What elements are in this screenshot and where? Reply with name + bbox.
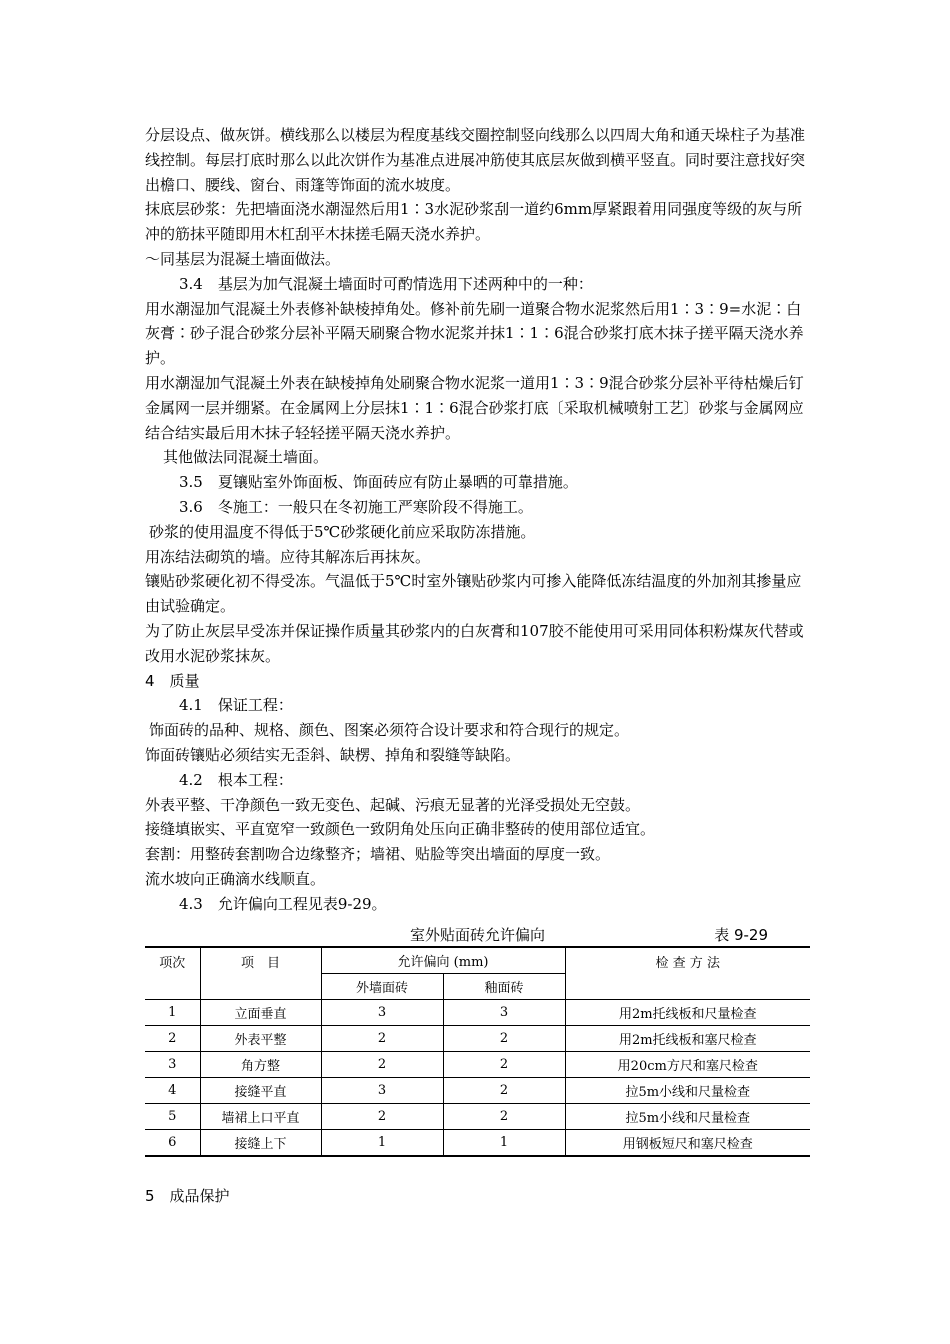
table-cell: 外表平整	[200, 1026, 321, 1052]
paragraph: 抹底层砂浆：先把墙面浇水潮湿然后用1∶3水泥砂浆刮一道约6mm厚紧跟着用同强度等级的灰与所冲的筋抹平随即用木杠刮平木抹搓毛隔天浇水养护。	[145, 200, 803, 244]
subsection-heading: 3.4 基层为加气混凝土墙面时可酌情选用下述两种中的一种：	[179, 274, 593, 293]
table-title: 室外贴面砖允许偏向	[409, 926, 545, 944]
table-cell: 2	[443, 1052, 565, 1078]
subsection-heading: 4.3 允许偏向工程见表9-29。	[179, 894, 387, 913]
table-cell: 角方整	[200, 1052, 321, 1078]
table-cell: 2	[321, 1052, 443, 1078]
header-glazed-tile: 釉面砖	[443, 974, 565, 1000]
table-cell: 1	[443, 1130, 565, 1157]
table-cell: 2	[443, 1026, 565, 1052]
section-heading: 4 质量	[145, 671, 200, 690]
paragraph: 套割：用整砖套割吻合边缘整齐；墙裙、贴脸等突出墙面的厚度一致。	[145, 845, 611, 864]
table-row	[145, 1052, 810, 1078]
paragraph: 为了防止灰层早受冻并保证操作质量其砂浆内的白灰膏和107胶不能使用可采用同体积粉煤灰代替或改用水泥砂浆抹灰。	[145, 621, 804, 665]
table-cell: 3	[321, 1000, 443, 1026]
table-row	[145, 1000, 810, 1026]
paragraph: 接缝填嵌实、平直宽窄一致颜色一致阴角处压向正确非整砖的使用部位适宜。	[145, 820, 656, 839]
deviation-table	[145, 946, 810, 1157]
table-cell: 2	[145, 1026, 200, 1052]
subsection-heading: 3.5 夏镶贴室外饰面板、饰面砖应有防止暴晒的可靠措施。	[179, 473, 578, 492]
table-header-row	[145, 947, 810, 974]
header-item: 项 目	[200, 947, 321, 1000]
paragraph: 镶贴砂浆硬化初不得受冻。气温低于5℃时室外镶贴砂浆内可掺入能降低冻结温度的外加剂其掺量应由试验确定。	[145, 572, 802, 616]
table-cell: 5	[145, 1104, 200, 1130]
table-row	[145, 1078, 810, 1104]
table-cell: 立面垂直	[200, 1000, 321, 1026]
table-cell: 3	[321, 1078, 443, 1104]
table-cell: 用20cm方尺和塞尺检查	[565, 1052, 810, 1078]
table-row	[145, 1130, 810, 1157]
table-cell: 接缝上下	[200, 1130, 321, 1157]
paragraph: 砂浆的使用温度不得低于5℃砂浆硬化前应采取防冻措施。	[149, 522, 536, 541]
table-number: 表 9-29	[714, 926, 768, 944]
table-cell: 2	[321, 1104, 443, 1130]
header-check-method: 检 查 方 法	[565, 947, 810, 1000]
table-cell: 4	[145, 1078, 200, 1104]
body-text	[145, 123, 810, 917]
table-cell: 用钢板短尺和塞尺检查	[565, 1130, 810, 1157]
paragraph: 其他做法同混凝土墙面。	[163, 448, 329, 467]
table-cell: 2	[443, 1104, 565, 1130]
paragraph: 流水坡向正确滴水线顺直。	[145, 869, 326, 888]
paragraph: 外表平整、干净颜色一致无变色、起碱、污痕无显著的光泽受损处无空鼓。	[145, 795, 641, 814]
table-cell: 拉5m小线和尺量检查	[565, 1078, 810, 1104]
table-caption	[145, 922, 810, 946]
subsection-heading: 4.2 根本工程：	[179, 770, 293, 789]
table-cell: 2	[443, 1078, 565, 1104]
header-allowed-deviation: 允许偏向 (mm)	[321, 947, 565, 974]
paragraph: 用冻结法砌筑的墙。应待其解冻后再抹灰。	[145, 547, 431, 566]
table-cell: 1	[321, 1130, 443, 1157]
table-cell: 接缝平直	[200, 1078, 321, 1104]
table-cell: 3	[145, 1052, 200, 1078]
header-item-number: 项次	[145, 947, 200, 1000]
table-row	[145, 1026, 810, 1052]
paragraph: 分层设点、做灰饼。横线那么以楼层为程度基线交圈控制竖向线那么以四周大角和通天垛柱子为基准线控制。每层打底时那么以此次饼作为基准点进展冲筋使其底层灰做到横平竖直。同时要注意找好突出檐口、腰线、窗台、雨篷等饰面的流水坡度。	[145, 126, 806, 194]
paragraph: 〜同基层为混凝土墙面做法。	[145, 249, 341, 268]
table-cell: 用2m托线板和塞尺检查	[565, 1026, 810, 1052]
table-cell: 6	[145, 1130, 200, 1157]
table-row	[145, 1104, 810, 1130]
table-cell: 墙裙上口平直	[200, 1104, 321, 1130]
subsection-heading: 3.6 冬施工：一般只在冬初施工严寒阶段不得施工。	[179, 497, 533, 516]
subsection-heading: 4.1 保证工程：	[179, 696, 293, 715]
header-exterior-tile: 外墙面砖	[321, 974, 443, 1000]
section-heading: 5 成品保护	[145, 1187, 230, 1205]
table-cell: 3	[443, 1000, 565, 1026]
table-cell: 2	[321, 1026, 443, 1052]
paragraph: 用水潮湿加气混凝土外表在缺棱掉角处刷聚合物水泥浆一道用1∶3∶9混合砂浆分层补平待枯燥后钉金属网一层并绷紧。在金属网上分层抹1∶1∶6混合砂浆打底〔采取机械喷射工艺〕砂浆与金属网应结合结实最后用木抹子轻轻搓平隔天浇水养护。	[145, 373, 804, 442]
table-cell: 用2m托线板和尺量检查	[565, 1000, 810, 1026]
paragraph: 饰面砖镶贴必须结实无歪斜、缺楞、掉角和裂缝等缺陷。	[145, 745, 521, 764]
paragraph: 用水潮湿加气混凝土外表修补缺棱掉角处。修补前先刷一道聚合物水泥浆然后用1∶3∶9=水泥∶白灰膏∶砂子混合砂浆分层补平隔天刷聚合物水泥浆并抹1∶1∶6混合砂浆打底木抹子搓平隔天浇水养护。	[145, 299, 804, 368]
table-cell: 拉5m小线和尺量检查	[565, 1104, 810, 1130]
table-cell: 1	[145, 1000, 200, 1026]
paragraph: 饰面砖的品种、规格、颜色、图案必须符合设计要求和符合现行的规定。	[149, 721, 630, 740]
